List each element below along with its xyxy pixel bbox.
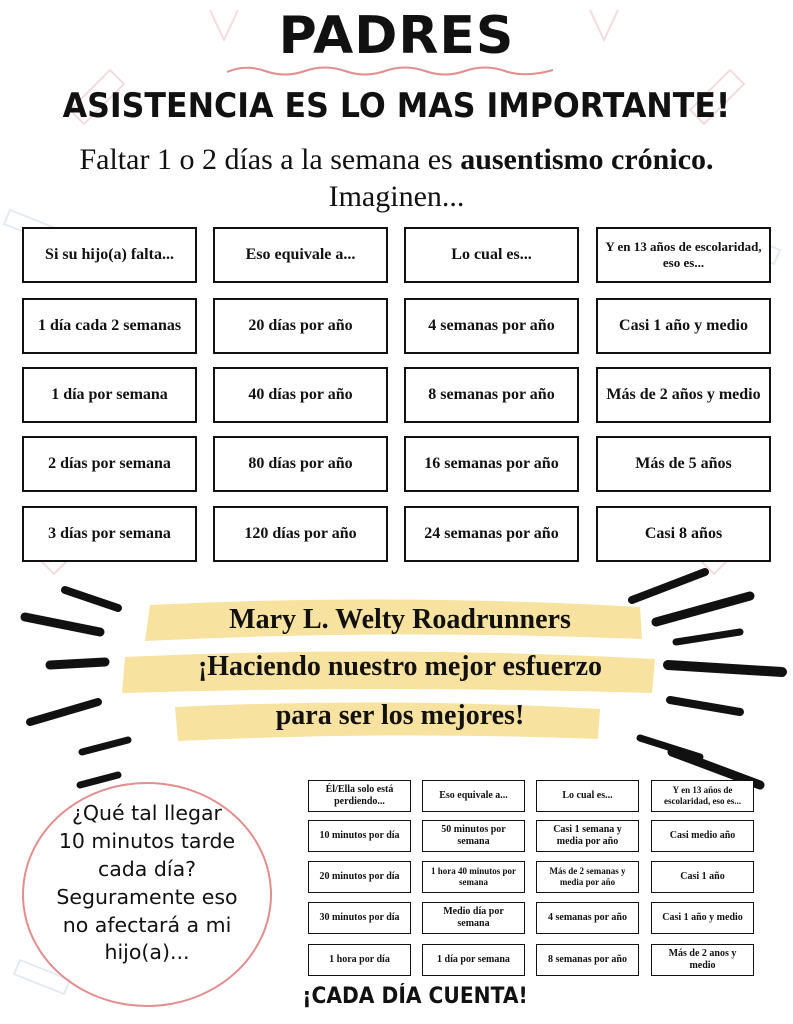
small-header-cell: Eso equivale a... [422, 780, 525, 812]
main-table-cell: 2 días por semana [22, 436, 197, 492]
main-table-cell: Más de 5 años [596, 436, 771, 492]
small-table-cell: 30 minutos por día [308, 902, 411, 934]
circle-line: cada día? [97, 856, 197, 881]
small-table-cell: 8 semanas por año [536, 944, 639, 976]
main-table-cell: 20 días por año [213, 298, 388, 354]
main-header-cell: Si su hijo(a) falta... [22, 227, 197, 283]
main-table-cell: Más de 2 años y medio [596, 367, 771, 423]
main-table-cell: 1 día cada 2 semanas [22, 298, 197, 354]
main-table-cell: 40 días por año [213, 367, 388, 423]
small-table-cell: Medio día por semana [422, 902, 525, 934]
imagine-text: Imaginen... [328, 180, 465, 213]
small-table-cell: Casi medio año [651, 820, 754, 852]
circle-line: hijo(a)... [104, 940, 190, 965]
small-table-cell: 1 día por semana [422, 944, 525, 976]
small-table-cell: 10 minutos por día [308, 820, 411, 852]
small-table-cell: 1 hora 40 minutos por semana [422, 861, 525, 893]
circle-line: 10 minutos tarde [58, 828, 236, 853]
main-table-cell: 24 semanas por año [404, 506, 579, 562]
small-header-cell: Y en 13 años de escolaridad, eso es... [651, 780, 754, 812]
small-header-cell: Él/Ella solo está perdiendo... [308, 780, 411, 812]
main-table-cell: 4 semanas por año [404, 298, 579, 354]
main-table-cell: Casi 8 años [596, 506, 771, 562]
page-title: PADRES [278, 6, 515, 66]
title-underline [225, 62, 555, 78]
footer-slogan: ¡CADA DÍA CUENTA! [302, 984, 528, 1009]
subline-prefix: Faltar 1 o 2 días a la semana es [79, 143, 461, 176]
main-table-cell: 120 días por año [213, 506, 388, 562]
headline: ASISTENCIA ES LO MAS IMPORTANTE! [62, 86, 731, 126]
banner-line-1: Mary L. Welty Roadrunners [229, 604, 571, 635]
main-header-cell: Eso equivale a... [213, 227, 388, 283]
banner-line-2: ¡Haciendo nuestro mejor esfuerzo [197, 651, 603, 682]
circle-line: Seguramente eso [56, 884, 238, 909]
small-table-cell: Casi 1 semana y media por año [536, 820, 639, 852]
main-table-cell: 1 día por semana [22, 367, 197, 423]
small-table-cell: Casi 1 año [651, 861, 754, 893]
subline [0, 143, 793, 177]
main-table-cell: 16 semanas por año [404, 436, 579, 492]
small-header-cell: Lo cual es... [536, 780, 639, 812]
circle-line: ¿Qué tal llegar [72, 801, 222, 825]
banner-line-3: para ser los mejores! [275, 700, 525, 731]
circle-question-text [22, 800, 272, 967]
circle-line: no afectará a mi [62, 912, 232, 937]
main-table-cell: Casi 1 año y medio [596, 298, 771, 354]
small-table-cell: Más de 2 anos y medio [651, 944, 754, 976]
small-table-cell: 4 semanas por año [536, 902, 639, 934]
small-table-cell: Casi 1 año y medio [651, 902, 754, 934]
main-table-cell: 80 días por año [213, 436, 388, 492]
main-header-cell: Y en 13 años de escolaridad, eso es... [596, 227, 771, 283]
small-table-cell: 20 minutos por día [308, 861, 411, 893]
main-table-cell: 3 días por semana [22, 506, 197, 562]
main-header-cell: Lo cual es... [404, 227, 579, 283]
subline-bold: ausentismo crónico. [460, 143, 714, 176]
small-table-cell: 50 minutos por semana [422, 820, 525, 852]
small-table-cell: 1 hora por día [308, 944, 411, 976]
small-table-cell: Más de 2 semanas y media por año [536, 861, 639, 893]
main-table-cell: 8 semanas por año [404, 367, 579, 423]
